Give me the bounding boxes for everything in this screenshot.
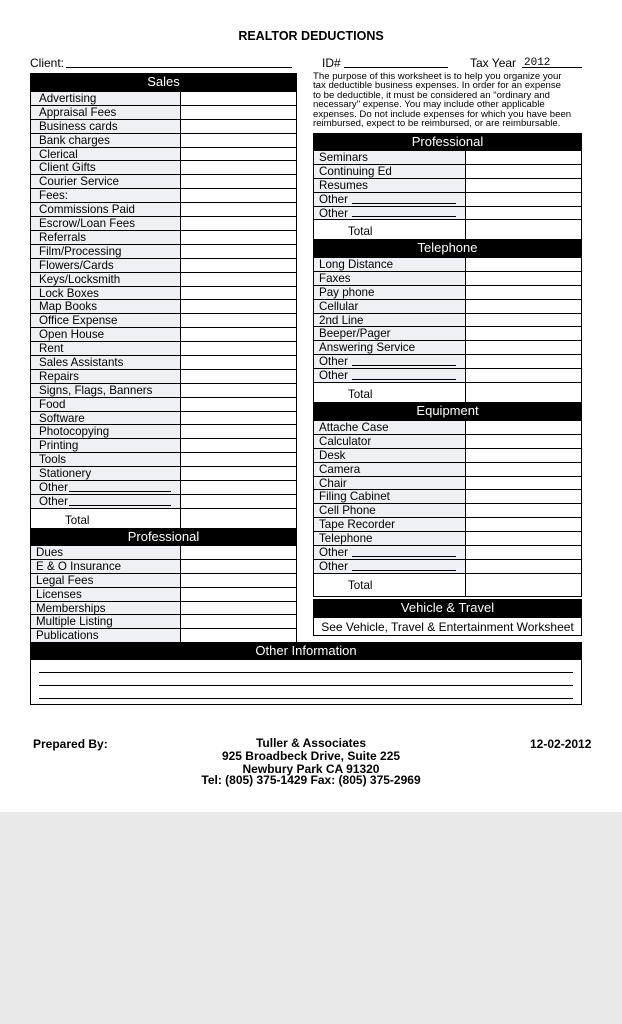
expense-row [314,286,581,300]
expense-row [314,327,581,341]
label-cell [31,300,181,313]
amount-field[interactable] [181,481,296,494]
label-cell [31,615,181,628]
amount-field[interactable] [181,231,296,244]
amount-field[interactable] [466,369,581,382]
amount-field[interactable] [181,106,296,119]
total-label: Total [348,388,373,402]
id-label: ID# [322,56,341,70]
amount-field[interactable] [181,384,296,397]
expense-row [314,490,581,504]
expense-label: Legal Fees [36,573,94,587]
label-cell [31,467,181,480]
tax-year-value[interactable]: 2012 [524,57,551,69]
other-row [314,369,581,383]
expense-label: Calculator [319,434,372,448]
amount-field[interactable] [181,314,296,327]
amount-field[interactable] [466,300,581,313]
expense-label: Commissions Paid [39,203,135,217]
other-information-line [39,685,573,686]
tax-year-label: Tax Year [470,56,517,70]
expense-row [31,314,296,328]
vehicle-travel-note: See Vehicle, Travel & Entertainment Worksheet [313,617,582,636]
amount-field[interactable] [181,92,296,105]
total-label: Total [348,225,373,239]
expense-row [31,615,296,629]
amount-field[interactable] [181,467,296,480]
amount-field[interactable] [466,546,581,559]
label-cell [314,341,466,354]
amount-field[interactable] [181,412,296,425]
amount-field[interactable] [466,327,581,340]
amount-field[interactable] [181,287,296,300]
expense-row [31,602,296,616]
expense-row [31,467,296,481]
expense-label: Other [319,192,348,206]
total-label: Total [348,578,373,592]
expense-row [31,175,296,189]
label-cell [31,120,181,133]
other-information-box[interactable] [30,659,582,705]
amount-field[interactable] [466,272,581,285]
expense-row [31,231,296,245]
professional-left-heading: Professional [30,528,297,546]
expense-row [31,560,296,574]
label-cell [314,435,466,448]
expense-row [31,217,296,231]
intro-line: to be deductible, it must be considered an "ordinary and [313,89,551,101]
amount-field[interactable] [181,120,296,133]
expense-label: Other [319,369,348,383]
expense-row [314,477,581,491]
expense-row [31,439,296,453]
expense-label: Other [319,206,348,220]
client-field[interactable] [66,67,292,68]
other-description-field[interactable] [314,369,466,382]
other-underline [352,203,456,204]
amount-field[interactable] [466,490,581,503]
expense-label: Sales Assistants [39,356,124,369]
label-cell [31,384,181,397]
amount-field[interactable] [466,258,581,271]
expense-label: Long Distance [319,258,394,271]
expense-row [314,341,581,355]
other-underline [352,216,456,217]
label-cell [31,588,181,601]
amount-field[interactable] [181,370,296,383]
professional-right-table [313,150,582,243]
firm-name: Tuller & Associates [255,736,367,750]
expense-label: Desk [319,448,346,462]
amount-field[interactable] [181,602,296,615]
fees-group-label: Fees: [39,189,68,203]
expense-label: Stationery [39,467,92,481]
label-cell [314,463,466,476]
expense-row [31,134,296,148]
amount-field[interactable] [181,203,296,216]
expense-row [314,179,581,193]
other-row [31,481,296,495]
label-cell [314,179,466,192]
expense-row [314,300,581,314]
total-row [314,574,581,596]
expense-label: Appraisal Fees [39,105,117,119]
amount-field[interactable] [466,151,581,164]
telephone-heading: Telephone [313,239,582,257]
amount-field[interactable] [466,449,581,462]
label-cell [314,165,466,178]
other-row [31,495,296,509]
expense-row [31,328,296,342]
expense-label: Clerical [39,147,78,161]
expense-label: Other [39,481,68,494]
address-line-2: Newbury Park CA 91320 [242,762,380,776]
expense-label: Printing [39,439,79,453]
amount-field[interactable] [466,504,581,517]
amount-field[interactable] [181,259,296,272]
expense-label: Flowers/Cards [39,258,114,272]
expense-label: E & O Insurance [36,559,122,573]
intro-line: tax deductible business expenses. In order for an expense [313,80,561,92]
amount-field[interactable] [466,477,581,490]
amount-field[interactable] [181,300,296,313]
label-cell [31,106,181,119]
expense-label: Seminars [319,151,368,164]
expense-label: Multiple Listing [36,615,113,629]
amount-field[interactable] [466,207,581,220]
amount-field[interactable] [181,439,296,452]
expense-label: Office Expense [39,314,118,328]
amount-field[interactable] [466,179,581,192]
expense-row [314,518,581,532]
label-cell [314,300,466,313]
label-cell [314,449,466,462]
expense-label: Resumes [319,178,368,192]
amount-field[interactable] [466,463,581,476]
label-cell [31,342,181,355]
expense-row [31,398,296,412]
other-description-field[interactable] [314,193,466,206]
label-cell [31,370,181,383]
label-cell [31,148,181,161]
expense-label: Publications [36,629,99,643]
expense-row [314,463,581,477]
expense-label: Telephone [319,532,373,546]
label-cell [314,504,466,517]
intro-line: expenses. Do not include expenses for which you have been [313,108,572,120]
amount-field[interactable] [181,495,296,508]
expense-row [314,421,581,435]
other-underline [69,491,171,492]
label-cell [31,203,181,216]
amount-field[interactable] [466,435,581,448]
amount-field[interactable] [181,328,296,341]
amount-field[interactable] [181,134,296,147]
expense-label: Food [39,397,66,411]
expense-row [314,532,581,546]
expense-row [314,151,581,165]
total-label: Total [65,513,90,527]
label-cell [31,287,181,300]
amount-field[interactable] [466,421,581,434]
expense-row [314,165,581,179]
tax-year-underline [522,67,582,68]
label-cell [31,259,181,272]
sales-table [30,91,297,532]
expense-row [31,120,296,134]
expense-label: Camera [319,462,361,476]
expense-row [31,412,296,426]
amount-field[interactable] [181,273,296,286]
label-cell [314,272,466,285]
expense-label: Keys/Locksmith [39,272,121,286]
expense-row [31,300,296,314]
sales-heading: Sales [30,73,297,91]
label-cell [31,453,181,466]
expense-label: 2nd Line [319,313,364,327]
other-information-line [39,698,573,699]
label-cell [31,560,181,573]
expense-label: Advertising [39,92,97,105]
expense-row [31,342,296,356]
amount-field[interactable] [181,342,296,355]
amount-field[interactable] [181,574,296,587]
phone-fax: Tel: (805) 375-1429 Fax: (805) 375-2969 [201,773,421,787]
label-cell [31,412,181,425]
expense-label: Licenses [36,587,82,601]
expense-label: Chair [319,476,347,490]
expense-label: Continuing Ed [319,164,392,178]
label-cell [31,398,181,411]
amount-field[interactable] [466,286,581,299]
expense-row [31,259,296,273]
expense-label: Photocopying [39,425,110,439]
expense-row [31,203,296,217]
label-cell [31,161,181,174]
label-cell [314,518,466,531]
expense-row [31,453,296,467]
expense-label: Signs, Flags, Banners [39,383,153,397]
expense-row [31,273,296,287]
other-underline [352,365,456,366]
telephone-table [313,257,582,406]
amount-field[interactable] [181,217,296,230]
expense-label: Other [319,559,348,573]
expense-label: Courier Service [39,175,119,189]
other-underline [352,556,456,557]
amount-field[interactable] [466,355,581,368]
page-title: REALTOR DEDUCTIONS [238,29,384,43]
expense-row [31,287,296,301]
expense-label: Tools [39,453,67,467]
other-description-field[interactable] [314,546,466,559]
expense-label: Memberships [36,601,106,615]
amount-field[interactable] [181,615,296,628]
label-cell [31,602,181,615]
expense-label: Other [319,355,348,369]
other-information-heading: Other Information [30,642,582,660]
amount-field[interactable] [181,588,296,601]
other-information-line [39,672,573,673]
intro-line: necessary" expense. You may include other applicable [313,99,545,111]
amount-field[interactable] [466,314,581,327]
label-cell [31,356,181,369]
amount-field[interactable] [181,425,296,438]
expense-label: Other [319,546,348,559]
expense-label: Client Gifts [39,161,96,175]
label-cell [31,574,181,587]
prepared-by-label: Prepared By: [33,737,108,751]
label-cell [31,314,181,327]
amount-field[interactable] [466,574,581,596]
fees-label-cell [31,189,181,202]
amount-field[interactable] [181,245,296,258]
other-row [314,560,581,574]
expense-label: Film/Processing [39,244,122,258]
expense-row [31,106,296,120]
other-row [314,207,581,221]
amount-field[interactable] [466,518,581,531]
amount-field[interactable] [466,532,581,545]
amount-field[interactable] [181,398,296,411]
label-cell [314,532,466,545]
label-cell [31,273,181,286]
label-cell [314,286,466,299]
expense-row [31,356,296,370]
label-cell [31,175,181,188]
amount-field[interactable] [466,341,581,354]
label-cell [314,327,466,340]
label-cell [31,425,181,438]
expense-label: Referrals [39,231,87,244]
label-cell [314,421,466,434]
expense-row [31,425,296,439]
address-line-1: 925 Broadbeck Drive, Suite 225 [221,749,401,763]
expense-label: Cell Phone [319,504,376,518]
expense-label: Escrow/Loan Fees [39,217,136,231]
other-description-field[interactable] [314,355,466,368]
professional-right-heading: Professional [313,133,582,151]
amount-field[interactable] [181,356,296,369]
prepared-date: 12-02-2012 [530,737,592,751]
label-cell [31,245,181,258]
expense-row [314,449,581,463]
expense-label: Other [39,494,68,508]
expense-row [314,258,581,272]
expense-label: Lock Boxes [39,286,99,300]
expense-label: Repairs [39,369,79,383]
intro-line: reimbursed, expect to be reimbursed, or are reimbursable. [313,118,561,130]
expense-row [314,314,581,328]
amount-field[interactable] [181,161,296,174]
fees-amounts [181,189,296,202]
expense-label: Tape Recorder [319,518,396,532]
intro-paragraph [313,72,593,128]
label-cell [314,490,466,503]
equipment-table [313,420,582,597]
fees-group-row [31,189,296,203]
other-description-field[interactable] [314,560,466,573]
expense-row [31,148,296,162]
other-description-field[interactable] [31,495,181,508]
expense-label: Faxes [319,271,351,285]
other-row [314,546,581,560]
label-cell [314,258,466,271]
expense-row [31,245,296,259]
expense-label: Attache Case [319,421,389,434]
expense-row [31,546,296,560]
label-cell [31,92,181,105]
expense-row [31,370,296,384]
expense-row [31,384,296,398]
amount-field[interactable] [466,560,581,573]
label-cell [314,314,466,327]
expense-row [31,588,296,602]
other-row [314,355,581,369]
amount-field[interactable] [181,560,296,573]
amount-field[interactable] [181,546,296,559]
label-cell [31,328,181,341]
label-cell [31,546,181,559]
amount-field[interactable] [466,193,581,206]
expense-label: Map Books [39,300,97,314]
amount-field[interactable] [181,453,296,466]
other-description-field[interactable] [314,207,466,220]
amount-field[interactable] [466,165,581,178]
expense-row [31,161,296,175]
expense-label: Beeper/Pager [319,327,391,341]
label-cell [31,439,181,452]
label-cell [314,574,466,596]
other-underline [69,505,171,506]
expense-row [314,504,581,518]
equipment-heading: Equipment [313,402,582,420]
label-cell [31,217,181,230]
expense-label: Filing Cabinet [319,490,390,504]
label-cell [314,151,466,164]
expense-label: Bank charges [39,133,110,147]
id-field[interactable] [344,67,448,68]
expense-row [31,92,296,106]
other-description-field[interactable] [31,481,181,494]
professional-left-table [30,545,297,644]
expense-label: Open House [39,328,105,342]
other-underline [352,570,456,571]
other-underline [352,379,456,380]
expense-row [314,272,581,286]
intro-line: The purpose of this worksheet is to help you organize your [313,71,562,82]
expense-label: Pay phone [319,285,375,299]
expense-label: Rent [39,342,64,356]
label-cell [31,231,181,244]
expense-label: Dues [36,546,64,559]
label-cell [31,134,181,147]
other-row [314,193,581,207]
amount-field[interactable] [181,175,296,188]
expense-label: Business cards [39,119,118,133]
expense-label: Software [39,411,85,425]
expense-label: Answering Service [319,341,416,355]
expense-row [314,435,581,449]
amount-field[interactable] [181,148,296,161]
client-label: Client: [30,56,65,70]
vehicle-travel-heading: Vehicle & Travel [313,599,582,617]
label-cell [314,477,466,490]
expense-row [31,574,296,588]
expense-label: Cellular [319,299,359,313]
